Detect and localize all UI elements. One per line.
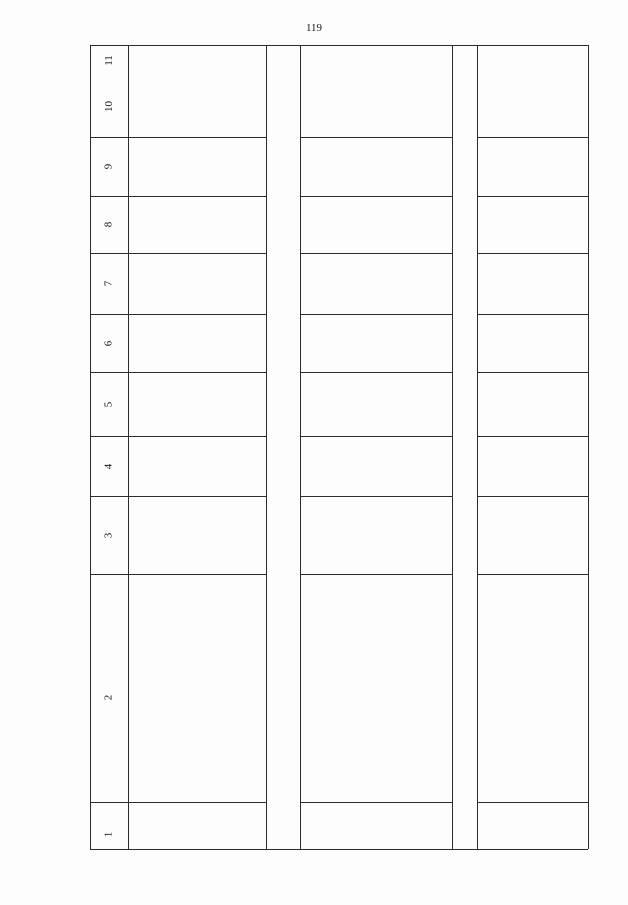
- header-label: 9: [102, 163, 115, 170]
- table-rule-horizontal: [300, 314, 452, 315]
- header-label: 4: [102, 463, 115, 469]
- table-rule-horizontal: [477, 496, 588, 497]
- table-rule-horizontal: [128, 314, 266, 315]
- table-rule-vertical: [477, 45, 478, 849]
- table-rule-horizontal: [300, 137, 452, 138]
- header-cell: [90, 820, 128, 849]
- header-cell: [90, 436, 128, 496]
- header-cell: [90, 75, 128, 137]
- table-rule-horizontal: [477, 436, 588, 437]
- table-rule-vertical: [300, 45, 301, 849]
- table-rule-horizontal: [477, 253, 588, 254]
- header-label: 5: [102, 401, 115, 407]
- table-rule-horizontal: [300, 372, 452, 373]
- table-rule-vertical: [266, 45, 267, 849]
- table-rule-horizontal: [128, 496, 266, 497]
- table-rule-horizontal: [300, 574, 452, 575]
- header-cell: [90, 253, 128, 314]
- header-cell: [90, 496, 128, 574]
- table-rule-horizontal: [128, 574, 266, 575]
- header-cell: [90, 574, 128, 820]
- table-rule-horizontal: [300, 196, 452, 197]
- table-rule-horizontal: [128, 436, 266, 437]
- table-rule-vertical: [452, 45, 453, 849]
- header-label: 6: [102, 340, 115, 346]
- table-rule-horizontal: [128, 802, 266, 803]
- table-rule-horizontal: [90, 45, 588, 46]
- table-rule-horizontal: [128, 196, 266, 197]
- table-rule-horizontal: [477, 372, 588, 373]
- table-rule-vertical: [128, 45, 129, 849]
- table-rule-horizontal: [477, 802, 588, 803]
- header-label: 1: [102, 831, 115, 838]
- table-rule-horizontal: [477, 574, 588, 575]
- header-cell: [90, 137, 128, 196]
- table-rule-horizontal: [477, 137, 588, 138]
- table-rule-horizontal: [128, 253, 266, 254]
- table-rule-horizontal: [300, 436, 452, 437]
- table-rule-horizontal: [90, 849, 588, 850]
- header-cell: [90, 45, 128, 75]
- table-rule-horizontal: [477, 196, 588, 197]
- table-rule-horizontal: [477, 314, 588, 315]
- table-rule-horizontal: [128, 137, 266, 138]
- page-number: 119: [305, 22, 323, 34]
- header-label: 3: [102, 532, 115, 538]
- header-label: 10: [102, 100, 115, 112]
- table-rule-vertical: [588, 45, 589, 849]
- header-label: 2: [102, 694, 115, 700]
- header-cell: [90, 314, 128, 372]
- header-label: 7: [102, 280, 115, 287]
- header-cell: [90, 372, 128, 436]
- header-label: 8: [102, 221, 115, 228]
- table-rule-horizontal: [300, 253, 452, 254]
- header-cell: [90, 196, 128, 253]
- table-rule-horizontal: [300, 496, 452, 497]
- table-rule-horizontal: [300, 802, 452, 803]
- table-rule-horizontal: [128, 372, 266, 373]
- header-label: 11: [102, 54, 115, 66]
